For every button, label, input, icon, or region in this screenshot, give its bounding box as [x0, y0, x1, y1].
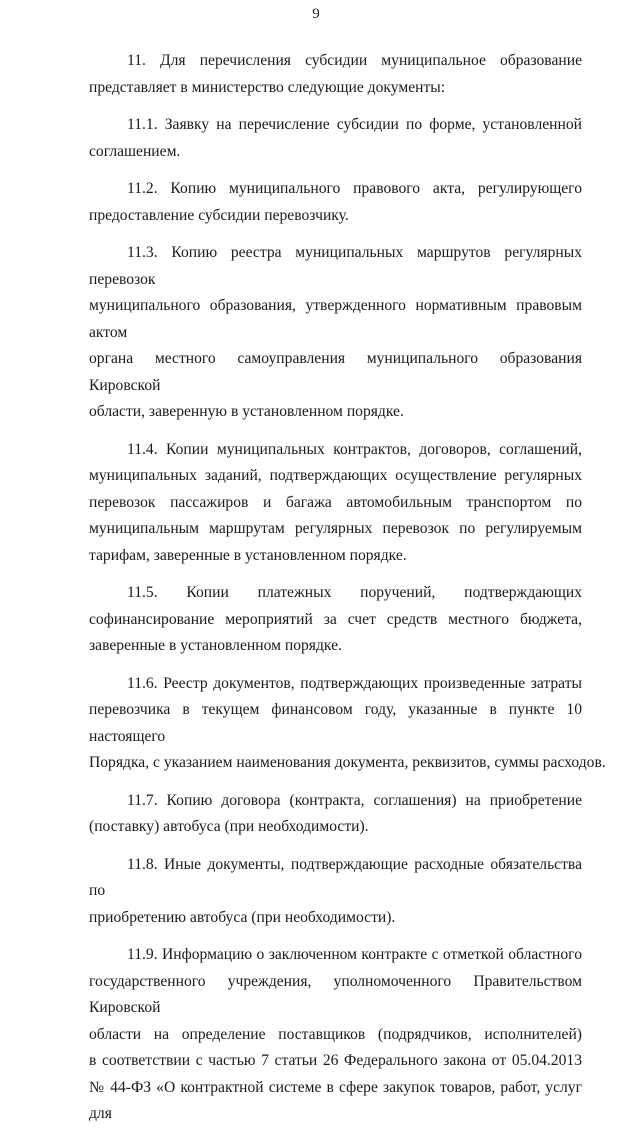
text-line: 11.6. Реестр документов, подтверждающих произведенные затраты	[127, 674, 582, 692]
text-line: муниципального образования, утвержденного нормативным правовым актом	[89, 297, 582, 341]
text-line: органа местного самоуправления муниципального образования Кировской	[89, 350, 582, 394]
text-line: представляет в министерство следующие документы:	[89, 78, 446, 96]
text-line: 11.9. Информацию о заключенном контракте с отметкой областного	[127, 946, 582, 963]
paragraph-11	[89, 48, 582, 101]
text-line: 11.5. Копии платежных поручений, подтверждающих	[127, 584, 582, 601]
text-line: муниципальных заданий, подтверждающих осуществление регулярных	[89, 467, 582, 484]
paragraph-11-8	[89, 852, 582, 932]
text-line: области на определение поставщиков (подрядчиков, исполнителей)	[89, 1025, 582, 1043]
text-line: 11. Для перечисления субсидии муниципальное образование	[127, 52, 582, 69]
paragraph-11-9	[89, 942, 582, 1128]
text-line: Порядка, с указанием наименования документа, реквизитов, суммы расходов.	[89, 754, 606, 771]
paragraph-11-1	[89, 112, 582, 165]
text-line: муниципальным маршрутам регулярных перевозок по регулируемым	[89, 520, 582, 537]
document-body	[89, 48, 606, 1139]
text-line: в соответствии с частью 7 статьи 26 Федерального закона от 05.04.2013	[89, 1052, 582, 1069]
text-line: государственного учреждения, уполномоченного Правительством Кировской	[89, 972, 582, 1016]
page-number: 9	[312, 6, 320, 22]
text-line: 11.1. Заявку на перечисление субсидии по форме, установленной	[127, 116, 582, 133]
text-line: области, заверенную в установленном порядке.	[89, 403, 404, 420]
text-line: перевозок пассажиров и багажа автомобильным транспортом по	[89, 493, 582, 511]
paragraph-11-6	[89, 671, 606, 777]
text-line: перевозчика в текущем финансовом году, указанные в пункте 10 настоящего	[89, 701, 582, 745]
text-line: заверенные в установленном порядке.	[89, 637, 342, 654]
text-line: № 44-ФЗ «О контрактной системе в сфере закупок товаров, работ, услуг для	[89, 1078, 582, 1122]
text-line: 11.8. Иные документы, подтверждающие расходные обязательства по	[89, 855, 582, 899]
text-line: 11.7. Копию договора (контракта, соглашения) на приобретение	[127, 791, 582, 809]
paragraph-11-4	[89, 437, 582, 570]
paragraph-11-7	[89, 788, 582, 841]
paragraph-11-2	[89, 176, 582, 229]
paragraph-11-3	[89, 240, 582, 426]
text-line: 11.4. Копии муниципальных контрактов, договоров, соглашений,	[127, 440, 582, 458]
text-line: софинансирование мероприятий за счет средств местного бюджета,	[89, 610, 582, 628]
text-line: 11.2. Копию муниципального правового акта, регулирующего	[127, 180, 582, 197]
text-line: 11.3. Копию реестра муниципальных маршрутов регулярных перевозок	[89, 244, 582, 288]
paragraph-11-5	[89, 580, 582, 660]
text-line: (поставку) автобуса (при необходимости).	[89, 818, 369, 835]
text-line: тарифам, заверенные в установленном порядке.	[89, 546, 407, 564]
text-line: приобретению автобуса (при необходимости).	[89, 908, 396, 926]
text-line: предоставление субсидии перевозчику.	[89, 206, 349, 224]
text-line: соглашением.	[89, 142, 181, 160]
